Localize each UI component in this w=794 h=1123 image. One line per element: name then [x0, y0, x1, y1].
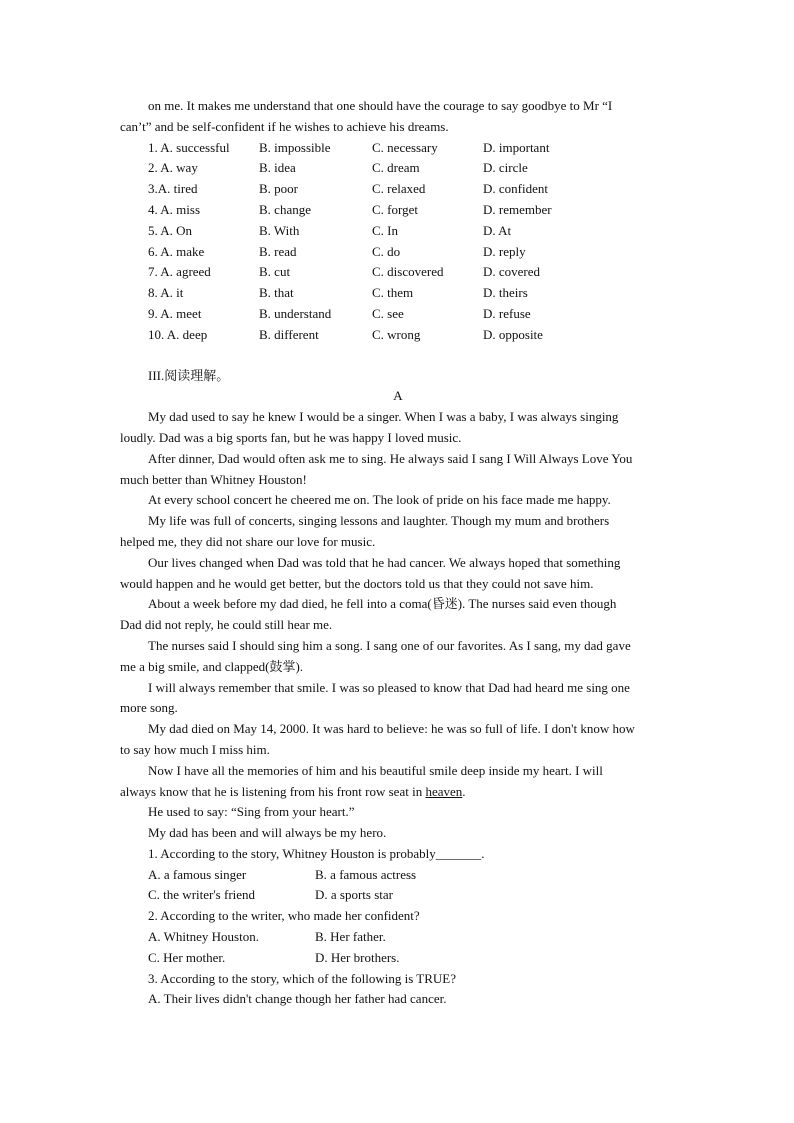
- cloze-option: D. circle: [483, 160, 528, 176]
- cloze-option: B. idea: [259, 160, 296, 176]
- question-1-options-row: [120, 865, 676, 886]
- cloze-option-row: [120, 221, 676, 242]
- cloze-option-row: [120, 283, 676, 304]
- cloze-option: D. important: [483, 139, 550, 155]
- cloze-option-row: [120, 325, 676, 346]
- intro-line-1: on me. It makes me understand that one should have the courage to say goodbye to Mr “I: [148, 98, 613, 113]
- option: B. a famous actress: [315, 866, 417, 882]
- passage-paragraph: Our lives changed when Dad was told that he had cancer. We always hoped that something: [148, 554, 621, 570]
- cloze-option: D. reply: [483, 243, 526, 259]
- option: D. a sports star: [315, 887, 393, 903]
- cloze-option: D. remember: [483, 201, 552, 217]
- cloze-option: C. see: [372, 305, 404, 321]
- passage-paragraph: I will always remember that smile. I was so pleased to know that Dad had heard me sing one: [148, 679, 630, 695]
- passage-paragraph-cont: much better than Whitney Houston!: [120, 471, 307, 487]
- passage-paragraph: My dad has been and will always be my hero.: [148, 825, 387, 841]
- cloze-option: B. With: [259, 222, 300, 238]
- option: C. Her mother.: [148, 949, 226, 965]
- option: A. a famous singer: [148, 866, 247, 882]
- cloze-option: B. read: [259, 243, 297, 259]
- cloze-option: B. understand: [259, 305, 332, 321]
- passage-paragraph: About a week before my dad died, he fell into a coma(昏迷). The nurses said even though: [148, 596, 617, 612]
- cloze-option-row: [120, 138, 676, 159]
- cloze-option: 5. A. On: [148, 222, 193, 238]
- cloze-option: C. discovered: [372, 264, 444, 280]
- underlined-word: heaven: [425, 783, 463, 799]
- passage-paragraph: He used to say: “Sing from your heart.”: [148, 804, 355, 820]
- passage-paragraph-cont: me a big smile, and clapped(鼓掌).: [120, 658, 304, 674]
- cloze-option: D. opposite: [483, 326, 543, 342]
- question-3: 3. According to the story, which of the following is TRUE?: [148, 970, 456, 986]
- cloze-option: 8. A. it: [148, 285, 184, 301]
- cloze-option: 3.A. tired: [148, 181, 198, 197]
- passage-paragraph: My life was full of concerts, singing lessons and laughter. Though my mum and brothers: [148, 513, 610, 529]
- cloze-option-row: [120, 179, 676, 200]
- cloze-option: D. confident: [483, 181, 548, 197]
- cloze-option: B. change: [259, 201, 311, 217]
- cloze-option: 4. A. miss: [148, 201, 201, 217]
- cloze-option-row: [120, 304, 676, 325]
- cloze-option: B. different: [259, 326, 319, 342]
- cloze-option: C. dream: [372, 160, 420, 176]
- reading-passage: [120, 407, 676, 761]
- cloze-option-row: [120, 200, 676, 221]
- passage-paragraph: My dad used to say he knew I would be a singer. When I was a baby, I was always singing: [148, 409, 619, 425]
- cloze-option: 1. A. successful: [148, 139, 230, 155]
- option: B. Her father.: [315, 929, 386, 945]
- passage-paragraph-cont: to say how much I miss him.: [120, 741, 270, 757]
- cloze-option-row: [120, 262, 676, 283]
- passage-paragraph: The nurses said I should sing him a song. I sang one of our favorites. As I sang, my dad gave: [148, 637, 631, 653]
- option: D. Her brothers.: [315, 949, 400, 965]
- cloze-option: 9. A. meet: [148, 305, 202, 321]
- cloze-options: [120, 138, 676, 346]
- passage-paragraph-cont: more song.: [120, 700, 178, 716]
- cloze-option: 7. A. agreed: [148, 264, 211, 280]
- question-1-options-row: [120, 885, 676, 906]
- passage-paragraph-cont: helped me, they did not share our love for music.: [120, 533, 376, 549]
- passage-paragraph-cont: loudly. Dad was a big sports fan, but he was happy I loved music.: [120, 429, 462, 445]
- cloze-option: C. necessary: [372, 139, 438, 155]
- passage-paragraph-cont: always know that he is listening from his front row seat in heaven.: [120, 783, 466, 799]
- section-heading: III.阅读理解。: [148, 367, 230, 383]
- cloze-option: C. relaxed: [372, 181, 426, 197]
- question-2-options-row: [120, 927, 676, 948]
- option: A. Whitney Houston.: [148, 929, 259, 945]
- option: C. the writer's friend: [148, 887, 256, 903]
- passage-paragraph: My dad died on May 14, 2000. It was hard to believe: he was so full of life. I don't know how: [148, 721, 635, 737]
- question-3-option-a: A. Their lives didn't change though her father had cancer.: [148, 991, 447, 1007]
- cloze-option: D. refuse: [483, 305, 531, 321]
- cloze-option: 2. A. way: [148, 160, 198, 176]
- page-content: [120, 96, 676, 1010]
- cloze-option: C. wrong: [372, 326, 421, 342]
- passage-paragraph: Now I have all the memories of him and his beautiful smile deep inside my heart. I will: [148, 762, 603, 778]
- cloze-option: C. do: [372, 243, 401, 259]
- cloze-option: D. theirs: [483, 285, 528, 301]
- cloze-option: B. cut: [259, 264, 291, 280]
- question-2-options-row: [120, 948, 676, 969]
- intro-line-2: can’t” and be self-confident if he wishes to achieve his dreams.: [120, 118, 449, 134]
- passage-paragraph: After dinner, Dad would often ask me to sing. He always said I sang I Will Always Love You: [148, 450, 633, 466]
- cloze-option-row: [120, 158, 676, 179]
- cloze-option: 6. A. make: [148, 243, 205, 259]
- cloze-option: B. poor: [259, 181, 298, 197]
- cloze-option: B. that: [259, 285, 294, 301]
- passage-label: A: [393, 388, 403, 404]
- passage-paragraph-cont: would happen and he would get better, but the doctors told us that they could not save him.: [120, 575, 594, 591]
- cloze-option: B. impossible: [259, 139, 331, 155]
- cloze-option: C. them: [372, 285, 414, 301]
- cloze-option: C. In: [372, 222, 398, 238]
- question-2: 2. According to the writer, who made her confident?: [148, 908, 420, 924]
- cloze-option: C. forget: [372, 201, 418, 217]
- passage-paragraph: At every school concert he cheered me on. The look of pride on his face made me happy.: [148, 492, 611, 508]
- cloze-option: D. covered: [483, 264, 541, 280]
- cloze-option: 10. A. deep: [148, 326, 208, 342]
- cloze-option: D. At: [483, 222, 512, 238]
- passage-paragraph-cont: Dad did not reply, he could still hear me.: [120, 617, 333, 633]
- question-1: 1. According to the story, Whitney Houston is probably_______.: [148, 845, 485, 861]
- cloze-option-row: [120, 242, 676, 263]
